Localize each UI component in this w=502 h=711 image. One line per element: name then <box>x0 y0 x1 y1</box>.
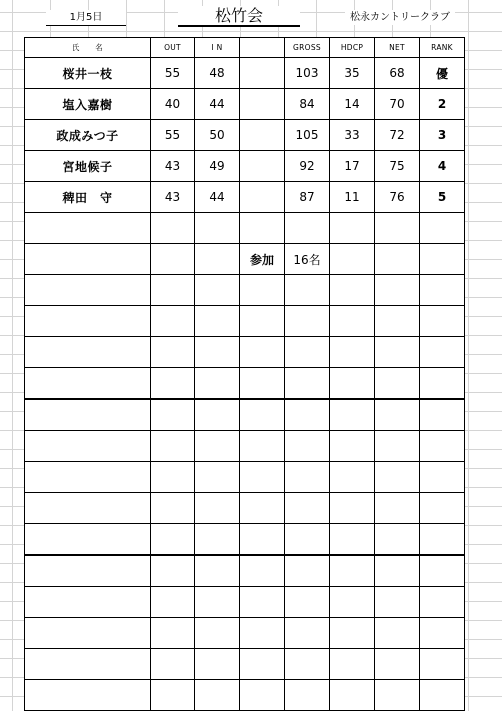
empty-cell <box>195 555 240 587</box>
empty-cell <box>330 587 375 618</box>
empty-cell <box>151 524 195 556</box>
table-row <box>25 120 465 151</box>
empty-cell <box>240 649 285 680</box>
empty-cell <box>151 493 195 524</box>
empty-cell <box>240 618 285 649</box>
empty-cell <box>330 493 375 524</box>
empty-cell <box>240 306 285 337</box>
empty-cell <box>375 399 420 431</box>
empty-cell <box>151 555 195 587</box>
empty-cell <box>330 368 375 400</box>
table-row <box>25 151 465 182</box>
hdcp-value: 33 <box>330 120 375 151</box>
out-score: 55 <box>151 58 195 89</box>
empty-row <box>25 493 465 524</box>
blank-cell <box>240 58 285 89</box>
rank-value: 4 <box>420 151 465 182</box>
empty-cell <box>330 306 375 337</box>
empty-row <box>25 680 465 711</box>
empty-cell <box>240 399 285 431</box>
hdcp-value: 35 <box>330 58 375 89</box>
empty-cell <box>195 244 240 275</box>
player-name: 桜井一枝 <box>25 58 151 89</box>
empty-cell <box>375 555 420 587</box>
date-label: 1月5日 <box>46 10 126 26</box>
empty-cell <box>420 244 465 275</box>
empty-cell <box>420 493 465 524</box>
empty-row <box>25 275 465 306</box>
empty-row <box>25 524 465 556</box>
empty-cell <box>151 462 195 493</box>
empty-cell <box>330 649 375 680</box>
empty-cell <box>195 462 240 493</box>
net-score: 72 <box>375 120 420 151</box>
empty-cell <box>330 524 375 556</box>
empty-cell <box>330 462 375 493</box>
hdcp-value: 17 <box>330 151 375 182</box>
empty-cell <box>195 306 240 337</box>
empty-cell <box>285 399 330 431</box>
column-header-out: OUT <box>151 38 195 58</box>
empty-cell <box>285 431 330 462</box>
gross-score: 105 <box>285 120 330 151</box>
in-score: 50 <box>195 120 240 151</box>
empty-cell <box>25 462 151 493</box>
empty-cell <box>285 493 330 524</box>
empty-cell <box>420 368 465 400</box>
empty-cell <box>195 649 240 680</box>
gross-score: 92 <box>285 151 330 182</box>
empty-cell <box>285 337 330 368</box>
empty-cell <box>330 275 375 306</box>
empty-cell <box>420 462 465 493</box>
score-body <box>25 58 465 711</box>
empty-cell <box>151 244 195 275</box>
table-row <box>25 182 465 213</box>
column-header-in: I N <box>195 38 240 58</box>
column-header-gross: GROSS <box>285 38 330 58</box>
empty-row <box>25 555 465 587</box>
empty-cell <box>285 275 330 306</box>
empty-cell <box>25 337 151 368</box>
empty-cell <box>25 680 151 711</box>
empty-row <box>25 399 465 431</box>
empty-cell <box>240 587 285 618</box>
empty-cell <box>151 618 195 649</box>
empty-cell <box>240 368 285 400</box>
in-score: 49 <box>195 151 240 182</box>
empty-cell <box>240 680 285 711</box>
empty-cell <box>420 306 465 337</box>
empty-cell <box>25 618 151 649</box>
empty-cell <box>330 337 375 368</box>
empty-cell <box>285 306 330 337</box>
score-table <box>24 37 465 711</box>
hdcp-value: 14 <box>330 89 375 120</box>
blank-cell <box>240 182 285 213</box>
empty-cell <box>420 618 465 649</box>
empty-cell <box>285 524 330 556</box>
net-score: 70 <box>375 89 420 120</box>
empty-cell <box>285 649 330 680</box>
empty-cell <box>151 431 195 462</box>
out-score: 43 <box>151 182 195 213</box>
rank-value: 優 <box>420 58 465 89</box>
empty-cell <box>195 587 240 618</box>
empty-cell <box>375 618 420 649</box>
empty-cell <box>285 462 330 493</box>
empty-cell <box>240 275 285 306</box>
column-header-blank <box>240 38 285 58</box>
empty-cell <box>285 587 330 618</box>
empty-cell <box>25 399 151 431</box>
empty-cell <box>375 587 420 618</box>
empty-row <box>25 587 465 618</box>
blank-cell <box>240 89 285 120</box>
empty-cell <box>25 524 151 556</box>
empty-cell <box>25 368 151 400</box>
empty-cell <box>195 337 240 368</box>
empty-cell <box>330 618 375 649</box>
empty-cell <box>420 337 465 368</box>
empty-cell <box>420 213 465 244</box>
empty-cell <box>151 649 195 680</box>
empty-cell <box>375 493 420 524</box>
empty-cell <box>151 306 195 337</box>
empty-cell <box>375 275 420 306</box>
empty-row <box>25 618 465 649</box>
empty-cell <box>151 399 195 431</box>
empty-cell <box>375 337 420 368</box>
empty-cell <box>25 244 151 275</box>
empty-cell <box>375 368 420 400</box>
empty-cell <box>375 213 420 244</box>
empty-row <box>25 368 465 400</box>
table-row <box>25 89 465 120</box>
empty-cell <box>25 555 151 587</box>
empty-cell <box>240 431 285 462</box>
empty-cell <box>420 555 465 587</box>
empty-cell <box>420 587 465 618</box>
participants-count: 16名 <box>285 244 330 275</box>
player-name: 塩入嘉樹 <box>25 89 151 120</box>
empty-cell <box>25 649 151 680</box>
empty-cell <box>330 431 375 462</box>
empty-cell <box>285 555 330 587</box>
player-name: 宮地候子 <box>25 151 151 182</box>
empty-cell <box>330 213 375 244</box>
table-header-row <box>25 38 465 58</box>
empty-cell <box>375 244 420 275</box>
empty-row <box>25 431 465 462</box>
player-name: 稗田 守 <box>25 182 151 213</box>
empty-cell <box>375 431 420 462</box>
empty-cell <box>195 431 240 462</box>
gross-score: 84 <box>285 89 330 120</box>
empty-cell <box>195 524 240 556</box>
empty-cell <box>330 244 375 275</box>
net-score: 76 <box>375 182 420 213</box>
empty-row <box>25 306 465 337</box>
net-score: 75 <box>375 151 420 182</box>
empty-cell <box>25 275 151 306</box>
empty-cell <box>240 493 285 524</box>
empty-cell <box>151 368 195 400</box>
empty-cell <box>25 587 151 618</box>
empty-cell <box>330 399 375 431</box>
column-header-name: 氏 名 <box>25 38 151 58</box>
out-score: 40 <box>151 89 195 120</box>
empty-cell <box>195 399 240 431</box>
empty-cell <box>151 337 195 368</box>
empty-cell <box>330 680 375 711</box>
empty-cell <box>420 649 465 680</box>
empty-cell <box>420 431 465 462</box>
empty-row <box>25 337 465 368</box>
empty-cell <box>25 493 151 524</box>
empty-cell <box>285 213 330 244</box>
empty-cell <box>375 649 420 680</box>
empty-cell <box>285 618 330 649</box>
player-name: 政成みつ子 <box>25 120 151 151</box>
net-score: 68 <box>375 58 420 89</box>
empty-cell <box>151 680 195 711</box>
rank-value: 2 <box>420 89 465 120</box>
course-name: 松永カントリークラブ <box>345 10 455 25</box>
gross-score: 103 <box>285 58 330 89</box>
empty-cell <box>195 493 240 524</box>
participants-label: 参加 <box>240 244 285 275</box>
empty-cell <box>195 368 240 400</box>
table-row <box>25 58 465 89</box>
empty-row <box>25 649 465 680</box>
club-title: 松竹会 <box>178 6 300 27</box>
empty-cell <box>420 524 465 556</box>
in-score: 44 <box>195 182 240 213</box>
blank-cell <box>240 120 285 151</box>
empty-cell <box>240 524 285 556</box>
empty-cell <box>420 399 465 431</box>
empty-cell <box>330 555 375 587</box>
empty-cell <box>240 555 285 587</box>
empty-cell <box>151 587 195 618</box>
empty-cell <box>25 431 151 462</box>
rank-value: 5 <box>420 182 465 213</box>
out-score: 55 <box>151 120 195 151</box>
gross-score: 87 <box>285 182 330 213</box>
empty-cell <box>375 524 420 556</box>
empty-cell <box>151 213 195 244</box>
blank-cell <box>240 151 285 182</box>
column-header-net: NET <box>375 38 420 58</box>
empty-cell <box>375 680 420 711</box>
column-header-hdcp: HDCP <box>330 38 375 58</box>
column-header-rank: RANK <box>420 38 465 58</box>
empty-cell <box>25 306 151 337</box>
hdcp-value: 11 <box>330 182 375 213</box>
empty-cell <box>151 275 195 306</box>
empty-cell <box>375 462 420 493</box>
empty-cell <box>285 368 330 400</box>
empty-cell <box>240 213 285 244</box>
empty-cell <box>240 462 285 493</box>
empty-cell <box>420 275 465 306</box>
empty-cell <box>25 213 151 244</box>
rank-value: 3 <box>420 120 465 151</box>
empty-cell <box>195 213 240 244</box>
empty-cell <box>195 618 240 649</box>
empty-cell <box>195 680 240 711</box>
empty-cell <box>420 680 465 711</box>
empty-cell <box>240 337 285 368</box>
empty-row <box>25 462 465 493</box>
in-score: 48 <box>195 58 240 89</box>
empty-cell <box>285 680 330 711</box>
empty-cell <box>195 275 240 306</box>
in-score: 44 <box>195 89 240 120</box>
empty-cell <box>375 306 420 337</box>
empty-row <box>25 213 465 244</box>
out-score: 43 <box>151 151 195 182</box>
empty-row <box>25 244 465 275</box>
